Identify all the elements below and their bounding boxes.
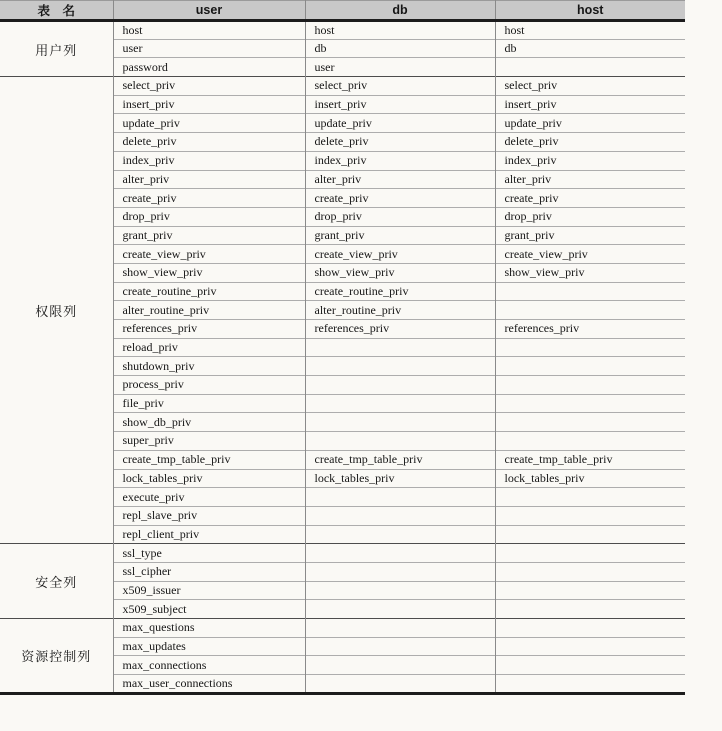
cell-host: drop_priv — [495, 207, 685, 226]
cell-db — [305, 413, 495, 432]
cell-host — [495, 619, 685, 638]
cell-user: insert_priv — [113, 95, 305, 114]
cell-db: grant_priv — [305, 226, 495, 245]
column-header-db: db — [305, 1, 495, 21]
cell-user: grant_priv — [113, 226, 305, 245]
cell-host — [495, 376, 685, 395]
cell-db: show_view_priv — [305, 263, 495, 282]
cell-user: ssl_type — [113, 544, 305, 563]
cell-db — [305, 525, 495, 544]
cell-db: db — [305, 39, 495, 58]
cell-user: max_connections — [113, 656, 305, 675]
cell-db — [305, 675, 495, 694]
cell-user: create_routine_priv — [113, 282, 305, 301]
cell-host: insert_priv — [495, 95, 685, 114]
cell-db: drop_priv — [305, 207, 495, 226]
cell-host: create_priv — [495, 189, 685, 208]
cell-db: select_priv — [305, 77, 495, 96]
column-header-host: host — [495, 1, 685, 21]
column-header-user: user — [113, 1, 305, 21]
cell-host — [495, 506, 685, 525]
cell-host — [495, 301, 685, 320]
cell-user: select_priv — [113, 77, 305, 96]
cell-user: references_priv — [113, 320, 305, 339]
cell-db — [305, 619, 495, 638]
cell-db — [305, 357, 495, 376]
cell-db: create_view_priv — [305, 245, 495, 264]
header-row — [0, 1, 685, 21]
cell-user: delete_priv — [113, 133, 305, 152]
cell-host: lock_tables_priv — [495, 469, 685, 488]
cell-host — [495, 394, 685, 413]
cell-db: delete_priv — [305, 133, 495, 152]
cell-host — [495, 637, 685, 656]
cell-db: create_tmp_table_priv — [305, 450, 495, 469]
table-row — [0, 619, 685, 638]
cell-db — [305, 581, 495, 600]
cell-db — [305, 656, 495, 675]
cell-db — [305, 600, 495, 619]
cell-user: create_priv — [113, 189, 305, 208]
cell-db: lock_tables_priv — [305, 469, 495, 488]
table-row — [0, 77, 685, 96]
cell-db — [305, 338, 495, 357]
cell-user: user — [113, 39, 305, 58]
table-row — [0, 544, 685, 563]
cell-host: db — [495, 39, 685, 58]
cell-user: max_updates — [113, 637, 305, 656]
group-label-privilege-columns: 权限列 — [0, 77, 113, 544]
cell-user: create_view_priv — [113, 245, 305, 264]
cell-db — [305, 506, 495, 525]
cell-user: max_questions — [113, 619, 305, 638]
cell-db — [305, 432, 495, 451]
cell-user: x509_subject — [113, 600, 305, 619]
cell-user: alter_priv — [113, 170, 305, 189]
cell-user: show_view_priv — [113, 263, 305, 282]
cell-host — [495, 562, 685, 581]
cell-user: file_priv — [113, 394, 305, 413]
cell-host — [495, 58, 685, 77]
cell-user: repl_slave_priv — [113, 506, 305, 525]
cell-host: create_view_priv — [495, 245, 685, 264]
group-label-resource-control-columns: 资源控制列 — [0, 619, 113, 694]
cell-db — [305, 544, 495, 563]
cell-host — [495, 544, 685, 563]
group-label-user-columns: 用户列 — [35, 42, 78, 58]
cell-user: repl_client_priv — [113, 525, 305, 544]
cell-db: create_priv — [305, 189, 495, 208]
cell-host: show_view_priv — [495, 263, 685, 282]
cell-host: host — [495, 21, 685, 40]
cell-user: password — [113, 58, 305, 77]
cell-host — [495, 675, 685, 694]
cell-host: grant_priv — [495, 226, 685, 245]
cell-db: alter_routine_priv — [305, 301, 495, 320]
cell-host — [495, 282, 685, 301]
cell-db — [305, 488, 495, 507]
cell-user: ssl_cipher — [113, 562, 305, 581]
cell-db: create_routine_priv — [305, 282, 495, 301]
cell-host — [495, 581, 685, 600]
cell-user: max_user_connections — [113, 675, 305, 694]
cell-host — [495, 357, 685, 376]
cell-user: x509_issuer — [113, 581, 305, 600]
cell-host — [495, 525, 685, 544]
cell-host: create_tmp_table_priv — [495, 450, 685, 469]
cell-db: update_priv — [305, 114, 495, 133]
cell-user: reload_priv — [113, 338, 305, 357]
cell-db — [305, 376, 495, 395]
column-header-table-name: 表 名 — [0, 1, 113, 21]
cell-user: process_priv — [113, 376, 305, 395]
cell-user: update_priv — [113, 114, 305, 133]
cell-host: references_priv — [495, 320, 685, 339]
cell-db — [305, 562, 495, 581]
cell-user: shutdown_priv — [113, 357, 305, 376]
cell-user: show_db_priv — [113, 413, 305, 432]
cell-user: super_priv — [113, 432, 305, 451]
table-row — [0, 21, 685, 40]
cell-user: host — [113, 21, 305, 40]
cell-user: lock_tables_priv — [113, 469, 305, 488]
cell-host — [495, 413, 685, 432]
cell-host — [495, 656, 685, 675]
cell-db: references_priv — [305, 320, 495, 339]
cell-host: index_priv — [495, 151, 685, 170]
cell-host: delete_priv — [495, 133, 685, 152]
cell-user: index_priv — [113, 151, 305, 170]
cell-host: select_priv — [495, 77, 685, 96]
cell-db: alter_priv — [305, 170, 495, 189]
cell-host — [495, 338, 685, 357]
cell-db: host — [305, 21, 495, 40]
cell-host — [495, 488, 685, 507]
cell-user: alter_routine_priv — [113, 301, 305, 320]
cell-host — [495, 600, 685, 619]
cell-user: execute_priv — [113, 488, 305, 507]
cell-db: insert_priv — [305, 95, 495, 114]
cell-host: alter_priv — [495, 170, 685, 189]
cell-host: update_priv — [495, 114, 685, 133]
cell-host — [495, 432, 685, 451]
cell-db — [305, 637, 495, 656]
cell-user: drop_priv — [113, 207, 305, 226]
cell-db — [305, 394, 495, 413]
cell-user: create_tmp_table_priv — [113, 450, 305, 469]
cell-db: index_priv — [305, 151, 495, 170]
cell-db: user — [305, 58, 495, 77]
group-label-security-columns: 安全列 — [0, 544, 113, 619]
